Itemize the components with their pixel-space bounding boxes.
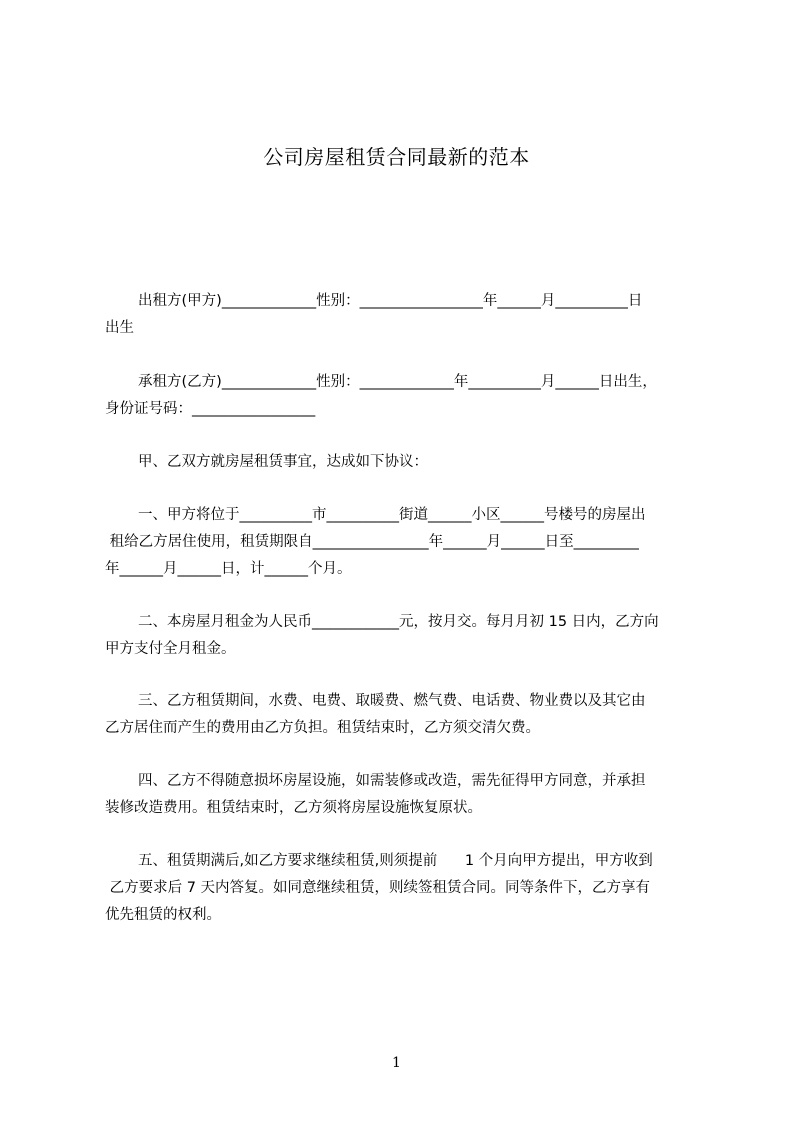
paragraph-intro: [105, 449, 700, 476]
paragraph-line: 出生: [105, 320, 134, 336]
paragraph-line: 租给乙方居住使用，租赁期限自________________年______月______日至_________: [105, 534, 639, 550]
clause-5: [105, 848, 700, 929]
clause-2: [105, 609, 700, 663]
paragraph-line: 承租方(乙方)_____________性别：_____________年__________月______日出生，: [138, 374, 657, 390]
paragraph-line: 出租方(甲方)_____________性别：_________________年______月__________日: [138, 293, 643, 309]
paragraph-line: 年______月______日，计______个月。: [105, 561, 352, 577]
paragraph-line: 甲、乙双方就房屋租赁事宜，达成如下协议：: [138, 454, 428, 470]
paragraph-lessee: [105, 369, 700, 423]
paragraph-line: 乙方要求后 7 天内答复。如同意继续租赁，则续签租赁合同。同等条件下，乙方享有: [105, 880, 651, 896]
paragraph-line: 五、租赁期满后,如乙方要求继续租赁,则须提前 1 个月向甲方提出，甲方收到: [138, 853, 653, 869]
paragraph-line: 三、乙方租赁期间，水费、电费、取暖费、燃气费、电话费、物业费以及其它由: [138, 693, 646, 709]
paragraph-line: 甲方支付全月租金。: [105, 641, 236, 657]
clause-4: [105, 768, 700, 822]
page-number: 1: [392, 1055, 401, 1071]
paragraph-line: 优先租赁的权利。: [105, 907, 221, 923]
paragraph-line: 二、本房屋月租金为人民币____________元，按月交。每月月初 15 日内，乙方向: [138, 614, 659, 630]
clause-3: [105, 688, 700, 742]
paragraph-line: 装修改造费用。租赁结束时，乙方须将房屋设施恢复原状。: [105, 800, 482, 816]
paragraph-line: 四、乙方不得随意损坏房屋设施，如需装修或改造，需先征得甲方同意，并承担: [138, 773, 646, 789]
paragraph-line: 乙方居住而产生的费用由乙方负担。租赁结束时，乙方须交清欠费。: [105, 720, 540, 736]
clause-1: [105, 502, 700, 583]
document-title: 公司房屋租赁合同最新的范本: [263, 145, 530, 169]
paragraph-lessor: [105, 288, 700, 342]
paragraph-line: 一、甲方将位于__________市__________街道______小区______号楼号的房屋出: [138, 507, 646, 523]
paragraph-line: 身份证号码：_________________: [105, 401, 316, 417]
